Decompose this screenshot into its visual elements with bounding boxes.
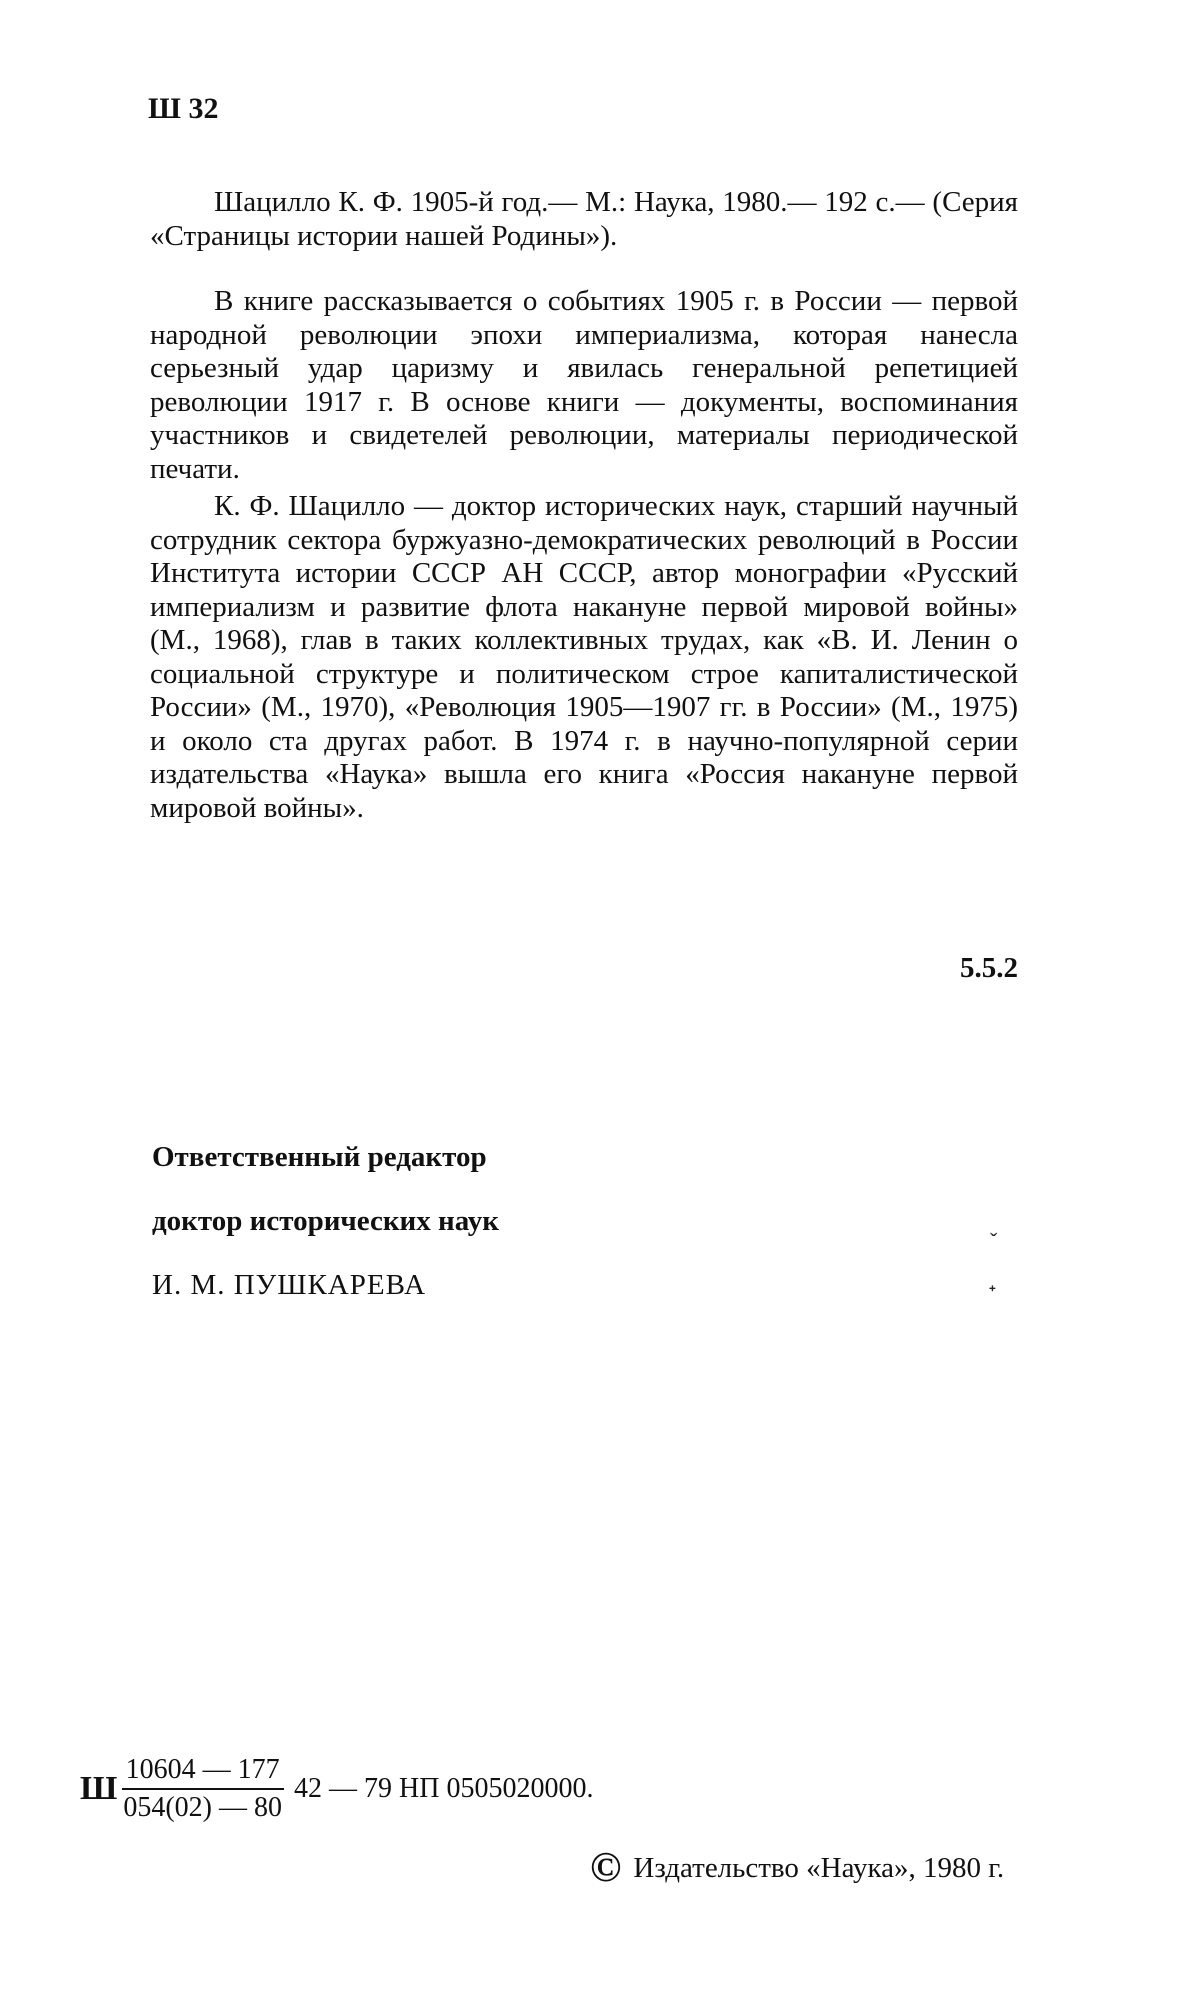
editor-name: И. М. ПУШКАРЕВА <box>152 1269 427 1301</box>
scan-speck-icon: ᐩ <box>988 1280 997 1305</box>
publication-index <box>80 1754 593 1824</box>
index-numerator: 10604 — 177 <box>122 1754 284 1790</box>
annotation-paragraph-1: В книге рассказывается о событиях 1905 г. в России — первой народной революции эпохи империализма, которая нанесла серьезный удар царизму и явилась генеральной репетицией революции 1917 г. В основе книги — документы, воспоминания участников и свидетелей революции, материалы периодической печати. <box>150 285 1018 485</box>
bibliographic-record <box>150 185 1018 253</box>
index-fraction <box>119 1754 286 1824</box>
index-letter: Ш <box>80 1770 118 1807</box>
editor-role: Ответственный редактор <box>152 1141 487 1173</box>
bbk-code: 5.5.2 <box>960 952 1018 984</box>
copyright-text: Издательство «Наука», 1980 г. <box>633 1851 1005 1884</box>
scan-speck-icon: ˇ <box>990 1228 998 1253</box>
editor-block <box>152 1125 499 1317</box>
index-suffix: 42 — 79 НП 0505020000. <box>294 1773 594 1804</box>
editor-degree: доктор исторических наук <box>152 1205 499 1237</box>
copyright-icon: © <box>590 1845 622 1891</box>
classification-mark: Ш 32 <box>148 92 219 125</box>
copyright-line <box>590 1844 1004 1892</box>
index-denominator: 054(02) — 80 <box>123 1792 282 1823</box>
annotation <box>150 285 1018 829</box>
bibliographic-text: Шацилло К. Ф. 1905-й год.— М.: Наука, 1980.— 192 с.— (Серия «Страницы истории нашей Родины»). <box>150 186 1018 252</box>
annotation-paragraph-2: К. Ф. Шацилло — доктор исторических наук, старший научный сотрудник сектора буржуазно-демократических революций в России Института истории СССР АН СССР, автор монографии «Русский империализм и развитие флота накануне первой мировой войны» (М., 1968), глав в таких коллективных трудах, как «В. И. Ленин о социальной структуре и политическом строе капиталистической России» (М., 1970), «Революция 1905—1907 гг. в России» (М., 1975) и около ста другах работ. В 1974 г. в научно-популярной серии издательства «Наука» вышла его книга «Россия накануне первой мировой войны». <box>150 490 1018 824</box>
